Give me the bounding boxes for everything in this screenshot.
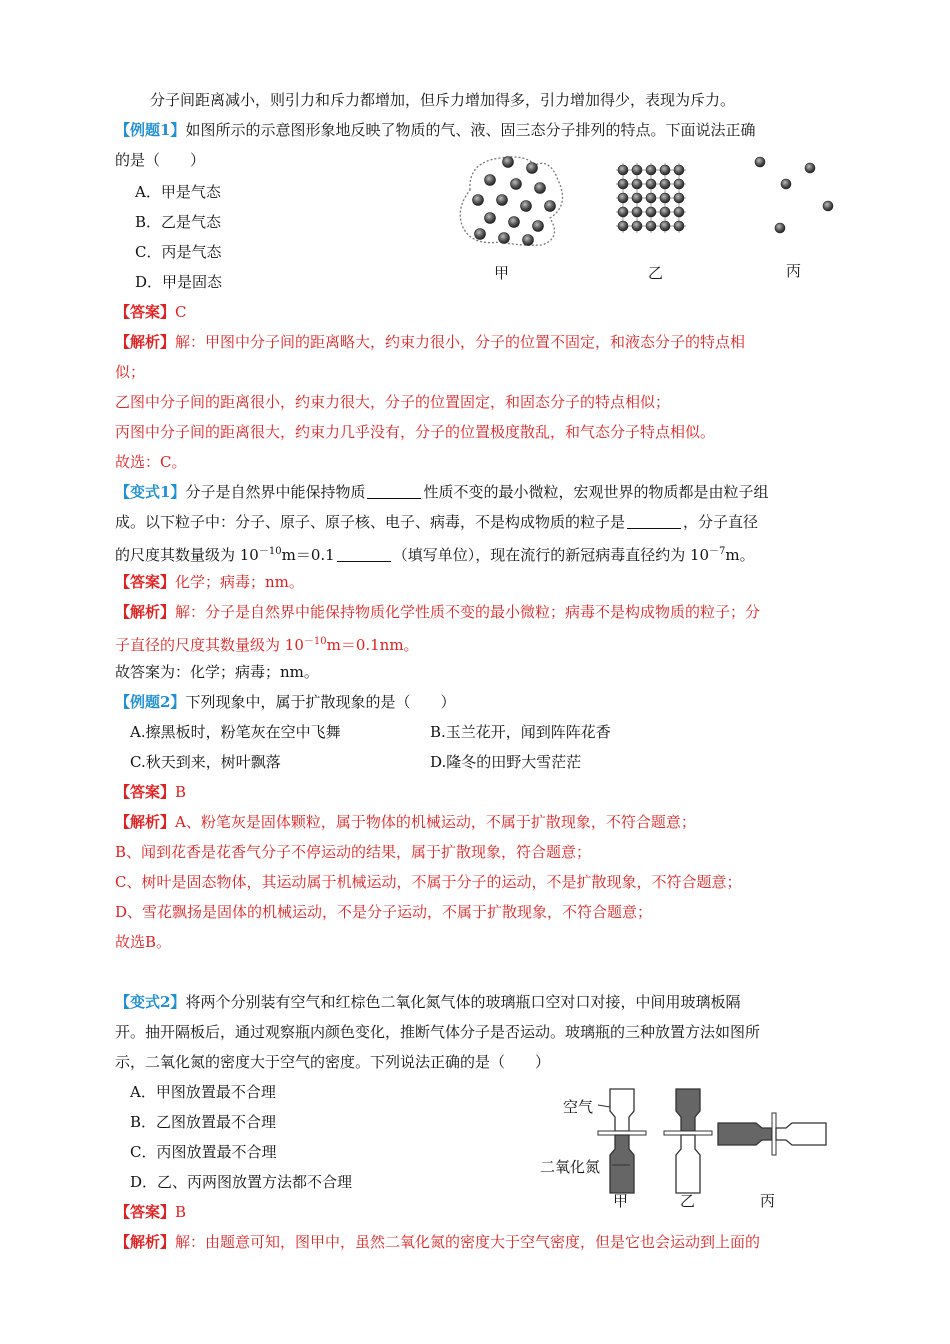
blank-1[interactable]: [367, 484, 421, 499]
liquid-molecule: [527, 163, 538, 174]
ex1-option-b: B．乙是气态: [135, 213, 222, 231]
ex1-solution-line2: 似；: [115, 363, 146, 381]
bottle-bing: [718, 1113, 826, 1155]
ex1-solution-line1: 【解析】解：甲图中分子间的距离略大，约束力很小，分子的位置不固定，和液态分子的特点相: [115, 333, 746, 351]
liquid-molecule: [545, 201, 556, 212]
solid-molecule: [618, 221, 628, 231]
var2-option-c: C．丙图放置最不合理: [130, 1143, 277, 1161]
intro-text: 分子间距离减小，则引力和斥力都增加，但斥力增加得多，引力增加得少，表现为斥力。: [150, 91, 736, 109]
var2-fig-label-bing: 丙: [760, 1192, 776, 1210]
ex2-answer: 【答案】B: [115, 783, 187, 801]
var2-question-line3: 示，二氧化氮的密度大于空气的密度。下列说法正确的是（ ）: [115, 1053, 551, 1071]
liquid-molecule: [485, 213, 496, 224]
ex1-answer: 【答案】C: [115, 303, 187, 321]
liquid-molecule: [503, 157, 514, 168]
solid-molecule: [632, 193, 642, 203]
gas-molecule: [781, 179, 791, 189]
var1-question-line3: 的尺度其数量级为 $10^{-10}m=0.1$ （填写单位），现在流行的新冠病毒直径约为 $10^{-7}m$。: [115, 546, 755, 564]
var2-option-b: B．乙图放置最不合理: [130, 1113, 277, 1131]
ex2-question: 【例题2】下列现象中，属于扩散现象的是（ ）: [115, 693, 456, 711]
liquid-molecule: [473, 195, 484, 206]
ex2-option-b: B.玉兰花开，闻到阵阵花香: [430, 723, 611, 741]
ex1-option-a: A．甲是气态: [135, 183, 221, 201]
var1-question-line2: 成。以下粒子中：分子、原子、原子核、电子、病毒，不是构成物质的粒子是 ，分子直径: [115, 513, 759, 531]
var2-answer: 【答案】B: [115, 1203, 187, 1221]
liquid-molecule: [535, 183, 546, 194]
var2-question-line2: 开。抽开隔板后，通过观察瓶内颜色变化，推断气体分子是否运动。玻璃瓶的三种放置方法如图所: [115, 1023, 761, 1041]
gas-molecule: [755, 157, 765, 167]
var2-option-d: D．乙、丙两图放置方法都不合理: [130, 1173, 353, 1191]
liquid-molecule: [485, 175, 496, 186]
ex2-solution-line2: B、闻到花香是花香气分子不停运动的结果，属于扩散现象，符合题意；: [115, 843, 592, 861]
ex1-option-d: D．甲是固态: [135, 273, 223, 291]
solid-molecule: [632, 179, 642, 189]
liquid-molecule: [523, 235, 534, 246]
liquid-molecule: [509, 217, 520, 228]
var1-solution-line3: 故答案为：化学；病毒；nm。: [115, 663, 319, 681]
ex2-solution-line5: 故选B。: [115, 933, 172, 951]
liquid-molecule: [499, 233, 510, 244]
var2-fig-label-yi: 乙: [680, 1192, 696, 1210]
ex2-option-c: C.秋天到来，树叶飘落: [130, 753, 281, 771]
ex1-fig-label-yi: 乙: [648, 264, 664, 282]
var1-solution-line2: 子直径的尺度其数量级为 $10^{-10}m=0.1nm$。: [115, 636, 419, 654]
ex1-tag: 【例题1】: [115, 121, 186, 139]
ex1-question-line1: 【例题1】如图所示的示意图形象地反映了物质的气、液、固三态分子排列的特点。下面说法正确: [115, 121, 756, 139]
ex2-solution-line4: D、雪花飘扬是固体的机械运动，不是分子运动，不属于扩散现象，不符合题意；: [115, 903, 653, 921]
blank-2[interactable]: [627, 514, 681, 529]
solid-molecule: [632, 207, 642, 217]
ex1-option-c: C．丙是气态: [135, 243, 222, 261]
var1-solution-line1: 【解析】解：分子是自然界中能保持物质化学性质不变的最小微粒；病毒不是构成物质的粒子；分: [115, 603, 761, 621]
ex1-solution-line3: 乙图中分子间的距离很小，约束力很大，分子的位置固定，和固态分子的特点相似；: [115, 393, 671, 411]
solid-molecule: [674, 193, 684, 203]
ex2-option-d: D.隆冬的田野大雪茫茫: [430, 753, 582, 771]
var2-fig-label-jia: 甲: [613, 1192, 629, 1210]
solid-molecule: [646, 165, 656, 175]
solid-molecule: [646, 221, 656, 231]
solid-molecule: [674, 221, 684, 231]
solid-molecule: [646, 207, 656, 217]
solid-molecule: [646, 193, 656, 203]
ex2-solution-line3: C、树叶是固态物体，其运动属于机械运动，不属于分子的运动，不是扩散现象，不符合题意；: [115, 873, 742, 891]
ex1-solution-line4: 丙图中分子间的距离很大，约束力几乎没有，分子的位置极度散乱，和气态分子特点相似。: [115, 423, 716, 441]
gas-molecule: [805, 163, 815, 173]
liquid-molecule: [511, 179, 522, 190]
liquid-molecules: [473, 157, 556, 246]
var2-option-a: A．甲图放置最不合理: [130, 1083, 276, 1101]
solid-molecule: [660, 193, 670, 203]
solid-molecule: [660, 165, 670, 175]
solid-molecules: [616, 163, 686, 233]
solid-molecule: [660, 221, 670, 231]
var2-solution-line1: 【解析】解：由题意可知，图甲中，虽然二氧化氮的密度大于空气密度，但是它也会运动到上面的: [115, 1233, 761, 1251]
gas-molecule: [775, 223, 785, 233]
solid-molecule: [674, 165, 684, 175]
solid-molecule: [674, 179, 684, 189]
solid-molecule: [632, 221, 642, 231]
blank-3[interactable]: [337, 547, 391, 562]
liquid-molecule: [521, 201, 532, 212]
solid-molecule: [632, 165, 642, 175]
solid-molecule: [618, 165, 628, 175]
var1-answer: 【答案】化学；病毒；nm。: [115, 573, 304, 591]
ex1-question-line2: 的是（ ）: [115, 151, 206, 169]
solid-molecule: [618, 207, 628, 217]
solid-molecule: [618, 193, 628, 203]
liquid-molecule: [475, 229, 486, 240]
ex1-fig-label-bing: 丙: [786, 262, 802, 280]
bottle-yi: [664, 1089, 712, 1193]
ex1-fig-label-jia: 甲: [494, 264, 510, 282]
fig-label-air: 空气: [563, 1098, 594, 1116]
solid-molecule: [660, 207, 670, 217]
solid-molecule: [646, 179, 656, 189]
fig-label-no2: 二氧化氮: [540, 1158, 601, 1176]
ex1-solution-line5: 故选：C。: [115, 453, 187, 471]
gas-molecules: [755, 157, 833, 233]
solid-molecule: [674, 207, 684, 217]
solid-molecule: [618, 179, 628, 189]
ex2-option-a: A.擦黑板时，粉笔灰在空中飞舞: [130, 723, 341, 741]
var2-question-line1: 【变式2】将两个分别装有空气和红棕色二氧化氮气体的玻璃瓶口空对口对接，中间用玻璃板隔: [115, 993, 741, 1011]
liquid-molecule: [533, 221, 544, 232]
var1-question-line1: 【变式1】分子是自然界中能保持物质 性质不变的最小微粒，宏观世界的物质都是由粒子组: [115, 483, 769, 501]
bottle-jia: [598, 1089, 646, 1193]
gas-molecule: [823, 201, 833, 211]
bottle-setup-figure: [560, 1085, 840, 1200]
liquid-molecule: [497, 195, 508, 206]
ex2-solution-line1: 【解析】A、粉笔灰是固体颗粒，属于物体的机械运动，不属于扩散现象，不符合题意；: [115, 813, 696, 831]
solid-molecule: [660, 179, 670, 189]
